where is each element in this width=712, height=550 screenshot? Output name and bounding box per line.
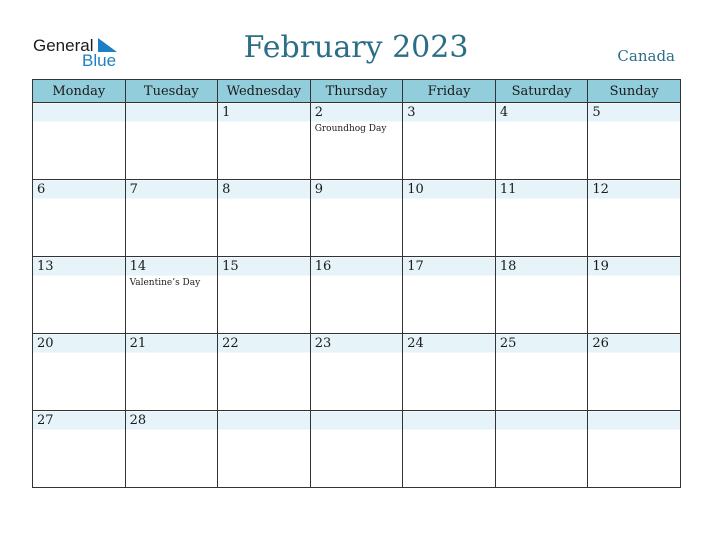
day-number — [33, 103, 125, 121]
day-cell — [125, 257, 218, 334]
day-cell — [403, 257, 496, 334]
day-cell — [310, 103, 403, 180]
day-cell — [403, 411, 496, 488]
day-cell — [218, 180, 311, 257]
day-number: 4 — [499, 105, 509, 120]
day-cell — [33, 334, 126, 411]
day-cell — [125, 411, 218, 488]
weekday-header: Thursday — [310, 80, 403, 103]
day-number: 8 — [222, 182, 231, 197]
day-cell — [33, 257, 126, 334]
day-number — [496, 411, 588, 429]
holiday-label: Valentine’s Day — [129, 278, 201, 288]
day-number: 14 — [129, 259, 147, 274]
day-number: 16 — [314, 259, 332, 274]
calendar-body — [33, 103, 681, 488]
brand-logo — [33, 36, 123, 70]
day-number: 15 — [222, 259, 239, 274]
day-number: 13 — [37, 259, 54, 274]
day-number: 24 — [407, 336, 424, 351]
weekday-header: Friday — [403, 80, 496, 103]
day-number: 18 — [499, 259, 517, 274]
country-label: Canada — [617, 47, 675, 65]
day-cell — [125, 180, 218, 257]
day-cell — [33, 180, 126, 257]
day-number: 11 — [499, 182, 517, 197]
logo-word-general: General — [33, 36, 94, 55]
day-cell — [310, 334, 403, 411]
day-cell — [33, 103, 126, 180]
day-number: 9 — [314, 182, 323, 197]
day-number: 27 — [37, 413, 54, 428]
day-number: 3 — [407, 105, 416, 120]
day-cell — [310, 257, 403, 334]
day-cell — [218, 411, 311, 488]
day-cell — [403, 103, 496, 180]
day-cell — [495, 411, 588, 488]
weekday-header-row — [33, 80, 681, 103]
day-number: 12 — [592, 182, 609, 197]
weekday-header: Wednesday — [218, 80, 311, 103]
day-number: 10 — [407, 182, 424, 197]
day-cell — [310, 180, 403, 257]
day-number — [218, 411, 310, 429]
logo-word-blue: Blue — [82, 51, 117, 70]
day-number: 7 — [129, 182, 138, 197]
day-number: 19 — [592, 259, 609, 274]
holiday-label: Groundhog Day — [314, 124, 387, 134]
weekday-header: Tuesday — [125, 80, 218, 103]
weekday-header: Sunday — [588, 80, 681, 103]
day-cell — [495, 334, 588, 411]
day-cell — [218, 334, 311, 411]
day-cell — [218, 103, 311, 180]
day-cell — [33, 411, 126, 488]
day-number: 23 — [314, 336, 332, 351]
calendar-grid — [32, 79, 681, 488]
day-number: 25 — [499, 336, 517, 351]
day-number — [588, 411, 680, 429]
day-cell — [588, 257, 681, 334]
day-number: 20 — [37, 336, 54, 351]
week-row — [33, 411, 681, 488]
weekday-header: Saturday — [495, 80, 588, 103]
page-title: February 2023 — [243, 30, 469, 65]
week-row — [33, 180, 681, 257]
day-number: 5 — [592, 105, 601, 120]
week-row — [33, 103, 681, 180]
day-number: 28 — [129, 413, 147, 428]
day-number — [126, 103, 218, 121]
day-cell — [218, 257, 311, 334]
day-number: 22 — [222, 336, 239, 351]
day-cell — [588, 103, 681, 180]
day-cell — [588, 334, 681, 411]
day-cell — [495, 257, 588, 334]
day-cell — [125, 334, 218, 411]
day-cell — [403, 180, 496, 257]
day-cell — [495, 180, 588, 257]
weekday-header: Monday — [33, 80, 126, 103]
day-cell — [403, 334, 496, 411]
day-cell — [310, 411, 403, 488]
week-row — [33, 257, 681, 334]
day-number: 2 — [314, 105, 323, 120]
day-number: 6 — [37, 182, 46, 197]
week-row — [33, 334, 681, 411]
day-number: 1 — [222, 105, 231, 120]
day-cell — [588, 411, 681, 488]
day-number — [311, 411, 403, 429]
day-number — [403, 411, 495, 429]
day-cell — [495, 103, 588, 180]
day-cell — [125, 103, 218, 180]
day-number: 17 — [407, 259, 424, 274]
day-number: 26 — [592, 336, 609, 351]
day-cell — [588, 180, 681, 257]
day-number: 21 — [129, 336, 147, 351]
